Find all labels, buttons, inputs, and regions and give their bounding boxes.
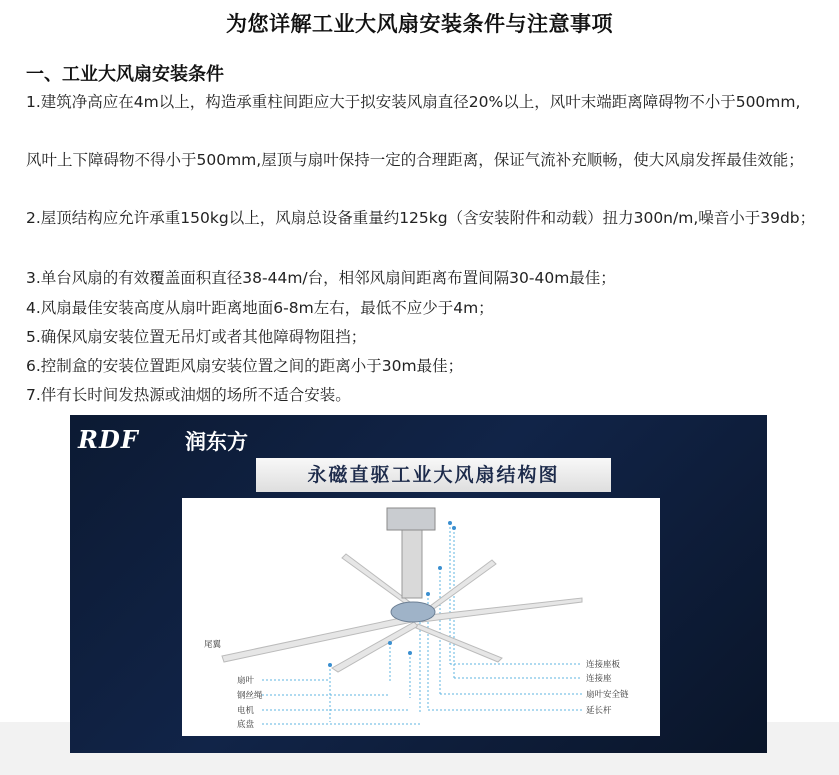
label-motor: 电机: [237, 706, 255, 716]
label-steel-cable: 钢丝绳: [237, 691, 263, 701]
paragraph-7: 7.伴有长时间发热源或油烟的场所不适合安装。: [26, 386, 351, 404]
label-connector: 连接座: [586, 674, 612, 684]
paragraph-2: 2.屋顶结构应允许承重150kg以上，风扇总设备重量约125kg（含安装附件和动载）扭力300n/m,噪音小于39db；: [26, 209, 816, 227]
diagram-panel: [182, 498, 660, 736]
label-extension-rod: 延长杆: [586, 706, 612, 716]
brand-logo: RDF: [78, 425, 139, 454]
paragraph-3: 3.单台风扇的有效覆盖面积直径38-44m/台，相邻风扇间距离布置间隔30-40m最佳；: [26, 269, 616, 287]
paragraph-5: 5.确保风扇安装位置无吊灯或者其他障碍物阻挡；: [26, 328, 367, 346]
label-blade: 扇叶: [237, 676, 255, 686]
label-mount-plate: 连接座板: [586, 660, 621, 670]
article-title: 为您详解工业大风扇安装条件与注意事项: [226, 12, 613, 36]
label-chassis: 底盘: [237, 720, 255, 730]
paragraph-1: 1.建筑净高应在4m以上，构造承重柱间距应大于拟安装风扇直径20%以上，风叶末端距离障碍物不小于500mm,: [26, 93, 801, 111]
label-tail-wing: 尾翼: [204, 640, 222, 650]
diagram-banner: 永磁直驱工业大风扇结构图: [256, 458, 611, 492]
paragraph-4: 4.风扇最佳安装高度从扇叶距离地面6-8m左右，最低不应少于4m；: [26, 299, 494, 317]
fan-structure-image: [70, 415, 767, 753]
section-heading: 一、工业大风扇安装条件: [26, 64, 224, 85]
paragraph-1-cont: 风叶上下障碍物不得小于500mm,屋顶与扇叶保持一定的合理距离，保证气流补充顺畅，使大风扇发挥最佳效能；: [26, 151, 804, 169]
label-safety-chain: 扇叶安全链: [586, 690, 629, 700]
brand-name: 润东方: [185, 430, 248, 454]
paragraph-6: 6.控制盒的安装位置距风扇安装位置之间的距离小于30m最佳；: [26, 357, 464, 375]
